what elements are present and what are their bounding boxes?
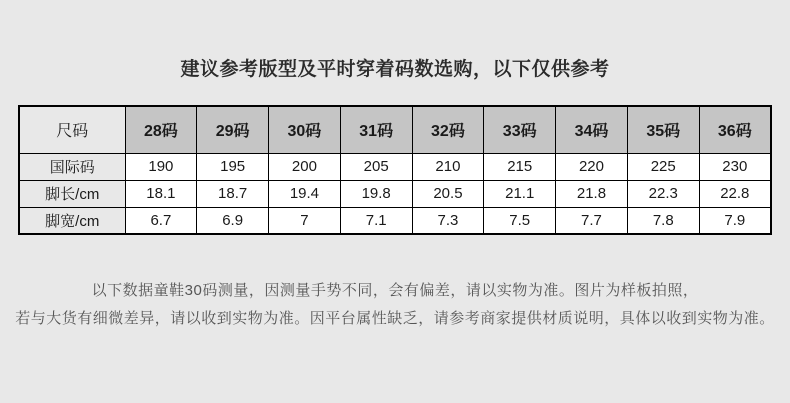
table-cell: 190 [125, 153, 197, 180]
row-label-international-size: 国际码 [19, 153, 125, 180]
table-cell: 7.1 [340, 207, 412, 234]
column-header-30: 30码 [269, 106, 341, 153]
table-row-international-size [19, 153, 771, 180]
table-cell: 205 [340, 153, 412, 180]
table-cell: 19.4 [269, 180, 341, 207]
table-cell: 6.7 [125, 207, 197, 234]
disclaimer-text [0, 277, 790, 333]
table-cell: 21.1 [484, 180, 556, 207]
table-header-row [19, 106, 771, 153]
table-cell: 18.1 [125, 180, 197, 207]
table-cell: 7 [269, 207, 341, 234]
row-label-foot-length: 脚长/cm [19, 180, 125, 207]
table-cell: 7.3 [412, 207, 484, 234]
row-label-foot-width: 脚宽/cm [19, 207, 125, 234]
table-cell: 18.7 [197, 180, 269, 207]
table-row-foot-width [19, 207, 771, 234]
table-cell: 7.9 [699, 207, 771, 234]
table-cell: 7.8 [627, 207, 699, 234]
table-cell: 20.5 [412, 180, 484, 207]
table-cell: 215 [484, 153, 556, 180]
column-header-32: 32码 [412, 106, 484, 153]
table-cell: 22.8 [699, 180, 771, 207]
column-header-31: 31码 [340, 106, 412, 153]
page-title: 建议参考版型及平时穿着码数选购，以下仅供参考 [180, 59, 610, 80]
table-cell: 225 [627, 153, 699, 180]
table-cell: 21.8 [556, 180, 628, 207]
disclaimer-line-1: 以下数据童鞋30码测量，因测量手势不同，会有偏差，请以实物为准。图片为样板拍照， [91, 282, 699, 299]
table-cell: 220 [556, 153, 628, 180]
table-cell: 6.9 [197, 207, 269, 234]
table-cell: 7.7 [556, 207, 628, 234]
column-header-35: 35码 [627, 106, 699, 153]
disclaimer-line-2: 若与大货有细微差异，请以收到实物为准。因平台属性缺乏，请参考商家提供材质说明，具体以收到实物为准。 [15, 310, 775, 327]
column-header-33: 33码 [484, 106, 556, 153]
table-cell: 195 [197, 153, 269, 180]
table-cell: 7.5 [484, 207, 556, 234]
column-header-29: 29码 [197, 106, 269, 153]
column-header-size: 尺码 [19, 106, 125, 153]
table-cell: 200 [269, 153, 341, 180]
table-cell: 210 [412, 153, 484, 180]
table-row-foot-length [19, 180, 771, 207]
table-cell: 22.3 [627, 180, 699, 207]
table-cell: 230 [699, 153, 771, 180]
table-cell: 19.8 [340, 180, 412, 207]
column-header-28: 28码 [125, 106, 197, 153]
size-chart-table [18, 105, 772, 235]
column-header-34: 34码 [556, 106, 628, 153]
column-header-36: 36码 [699, 106, 771, 153]
